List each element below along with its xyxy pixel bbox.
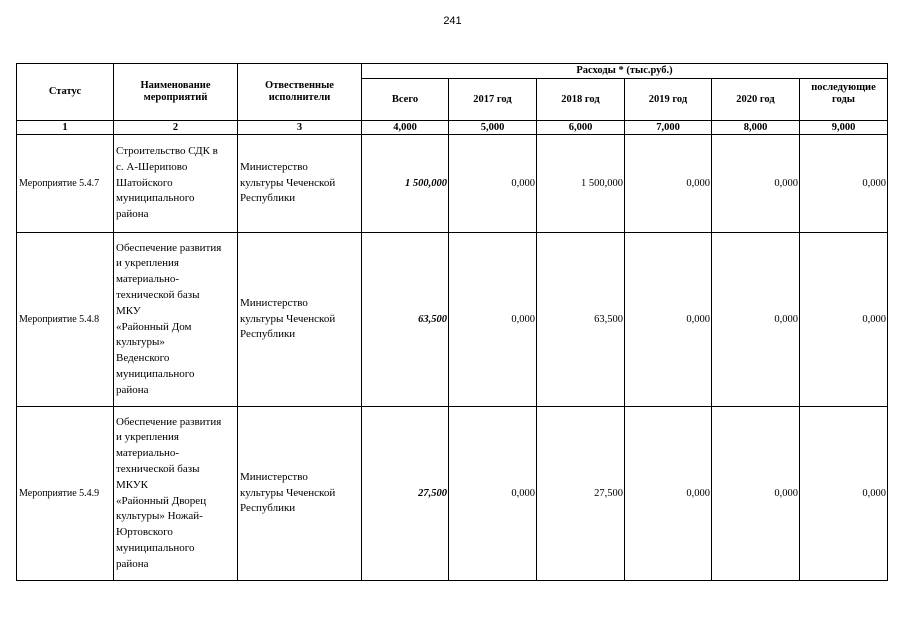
status-cell: Мероприятие 5.4.8 [17,233,114,407]
value-cell-2020: 0,000 [712,135,800,233]
executor-cell: Министерство культуры Чеченской Республики [238,135,362,233]
table-row [17,407,888,581]
header-year-2019: 2019 год [625,79,712,121]
status-cell: Мероприятие 5.4.7 [17,135,114,233]
column-index: 7,000 [625,121,712,135]
value-cell-later: 0,000 [800,135,888,233]
total-cell: 1 500,000 [362,135,449,233]
value-cell-2019: 0,000 [625,135,712,233]
header-status: Статус [17,64,114,121]
value-cell-2019: 0,000 [625,407,712,581]
value-cell-2018: 1 500,000 [537,135,625,233]
column-index: 2 [114,121,238,135]
header-year-2020: 2020 год [712,79,800,121]
expenses-table [16,63,888,581]
total-cell: 63,500 [362,233,449,407]
activity-name-cell: Обеспечение развития и укрепления материально- технической базы МКУ «Районный Дом культуры» Веденского муниципального района [114,233,238,407]
column-index: 4,000 [362,121,449,135]
header-year-2018: 2018 год [537,79,625,121]
column-index: 6,000 [537,121,625,135]
value-cell-2018: 63,500 [537,233,625,407]
value-cell-2018: 27,500 [537,407,625,581]
value-cell-2020: 0,000 [712,233,800,407]
header-name: Наименование мероприятий [114,64,238,121]
value-cell-2017: 0,000 [449,135,537,233]
column-index: 3 [238,121,362,135]
header-year-later: последующие годы [800,79,888,121]
page-number: 241 [443,15,462,27]
column-index: 8,000 [712,121,800,135]
header-year-total: Всего [362,79,449,121]
column-index: 1 [17,121,114,135]
value-cell-later: 0,000 [800,407,888,581]
header-expenses: Расходы * (тыс.руб.) [362,64,888,79]
header-row-group [17,64,888,79]
column-index-row [17,121,888,135]
activity-name-cell: Строительство СДК в с. А-Шерипово Шатойского муниципального района [114,135,238,233]
activity-name-cell: Обеспечение развития и укрепления материально- технической базы МКУК «Районный Дворец культуры» Ножай- Юртовского муниципального района [114,407,238,581]
table-row [17,135,888,233]
total-cell: 27,500 [362,407,449,581]
value-cell-2019: 0,000 [625,233,712,407]
header-executors: Отвественные исполнители [238,64,362,121]
value-cell-2020: 0,000 [712,407,800,581]
value-cell-2017: 0,000 [449,233,537,407]
value-cell-later: 0,000 [800,233,888,407]
table-row [17,233,888,407]
column-index: 9,000 [800,121,888,135]
executor-cell: Министерство культуры Чеченской Республики [238,233,362,407]
column-index: 5,000 [449,121,537,135]
header-year-2017: 2017 год [449,79,537,121]
value-cell-2017: 0,000 [449,407,537,581]
executor-cell: Министерство культуры Чеченской Республики [238,407,362,581]
status-cell: Мероприятие 5.4.9 [17,407,114,581]
